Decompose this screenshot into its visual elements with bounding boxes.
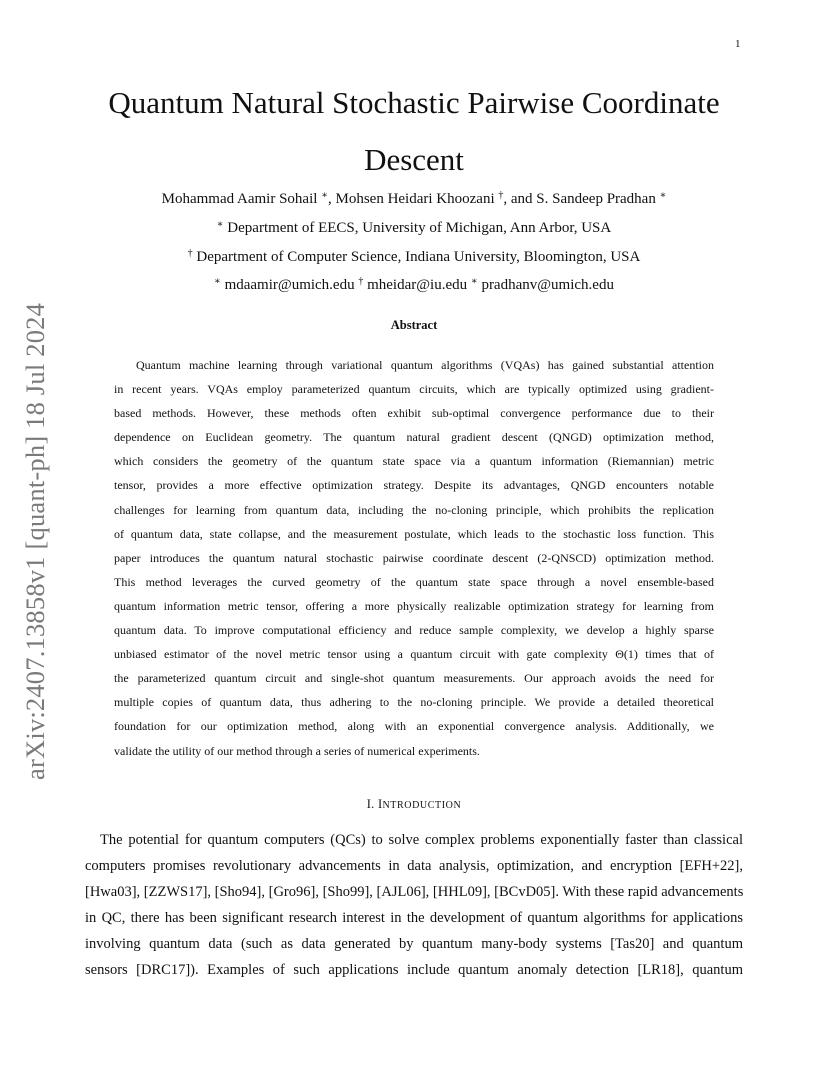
abstract-line: based methods. However, these methods often exhibit sub-optimal convergence performance due to their — [114, 406, 714, 421]
email-1-mark: ∗ — [214, 276, 221, 287]
intro-line: in QC, there has been significant research interest in the development of quantum algorithms for applications — [85, 909, 743, 926]
introduction-text — [85, 828, 743, 983]
intro-line: computers promises revolutionary advancements in data analysis, optimization, and encryption [EFH+22], — [85, 857, 743, 874]
abstract-line: quantum data. To improve computational efficiency and reduce sample complexity, we develop a highly sparse — [114, 623, 714, 638]
author-2: , Mohsen Heidari Khoozani — [327, 191, 499, 207]
affiliation-iu — [0, 248, 828, 266]
email-2: mheidar@iu.edu — [363, 277, 471, 293]
abstract-line: dependence on Euclidean geometry. The quantum natural gradient descent (QNGD) optimization method, — [114, 430, 714, 445]
abstract-line: of quantum data, state collapse, and the measurement postulate, which leads to the stochastic loss function. This — [114, 526, 714, 541]
arxiv-identifier-stamp: arXiv:2407.13858v1 [quant-ph] 18 Jul 2024 — [20, 302, 50, 780]
title-line-1: Quantum Natural Stochastic Pairwise Coordinate — [108, 85, 720, 120]
section-heading-introduction — [0, 797, 828, 812]
abstract-line: paper introduces the quantum natural stochastic pairwise coordinate descent (2-QNSCD) optimization method. — [114, 550, 714, 565]
email-3: pradhanv@umich.edu — [477, 277, 614, 293]
affiliation-umich-mark: ∗ — [216, 219, 224, 230]
abstract-line: This method leverages the curved geometry of the quantum state space through a novel ensemble-based — [114, 574, 714, 589]
section-title-rest: NTRODUCTION — [382, 800, 462, 811]
email-2-mark: † — [358, 276, 364, 287]
abstract-line: unbiased estimator of the novel metric tensor using a quantum circuit with gate complexity Θ(1) times that of — [114, 647, 714, 662]
intro-line: involving quantum data (such as data generated by quantum many-body systems [Tas20] and quantum — [85, 935, 743, 952]
abstract-line: multiple copies of quantum data, thus adhering to the no-cloning principle. We provide a detailed theoretical — [114, 695, 714, 710]
abstract-line: quantum information metric tensor, offering a more physically realizable optimization strategy for learning from — [114, 598, 714, 613]
abstract-line: validate the utility of our method through a series of numerical experiments. — [114, 743, 480, 758]
intro-line: sensors [DRC17]). Examples of such applications include quantum anomaly detection [LR18], quantum — [85, 961, 743, 978]
author-3: , and S. Sandeep Pradhan — [503, 191, 660, 207]
affiliation-iu-text: Department of Computer Science, Indiana University, Bloomington, USA — [192, 249, 641, 265]
affiliation-iu-mark: † — [187, 248, 193, 259]
affiliation-umich — [0, 219, 828, 237]
paper-title — [0, 74, 828, 188]
author-1-mark: ∗ — [321, 190, 328, 201]
author-3-mark: ∗ — [659, 190, 667, 201]
abstract-line: which considers the geometry of the quantum state space via a quantum information (Riemannian) metric — [114, 454, 714, 469]
author-list — [0, 190, 828, 208]
title-line-2: Descent — [364, 142, 464, 177]
abstract-line: foundation for our optimization method, along with an exponential convergence analysis. Additionally, we — [114, 719, 714, 734]
intro-line: [Hwa03], [ZZWS17], [Sho94], [Gro96], [Sho99], [AJL06], [HHL09], [BCvD05]. With these rapid advancements — [85, 883, 744, 900]
affiliation-umich-text: Department of EECS, University of Michigan, Ann Arbor, USA — [223, 220, 612, 236]
email-1: mdaamir@umich.edu — [220, 277, 359, 293]
section-number: I. — [366, 797, 379, 811]
abstract-line: Quantum machine learning through variational quantum algorithms (VQAs) has gained substantial attention — [136, 358, 714, 372]
page-number: 1 — [735, 38, 741, 50]
abstract-line: the parameterized quantum circuit and single-shot quantum measurements. Our approach avoids the need for — [114, 671, 714, 686]
author-1: Mohammad Aamir Sohail — [161, 191, 322, 207]
abstract-heading: Abstract — [390, 318, 438, 332]
author-emails — [0, 276, 828, 294]
abstract-line: in recent years. VQAs employ parameterized quantum circuits, which are typically optimized using gradient- — [114, 382, 714, 397]
author-2-mark: † — [498, 190, 504, 201]
abstract-line: challenges for learning from quantum data, including the no-cloning principle, which prohibits the replication — [114, 502, 714, 517]
abstract-text — [114, 353, 714, 763]
intro-line: The potential for quantum computers (QCs) to solve complex problems exponentially faster than classical — [100, 832, 743, 848]
section-title-initial: I — [378, 797, 383, 811]
abstract-line: tensor, provides a more effective optimization strategy. Despite its advantages, QNGD encounters notable — [114, 478, 714, 493]
email-3-mark: ∗ — [470, 276, 478, 287]
